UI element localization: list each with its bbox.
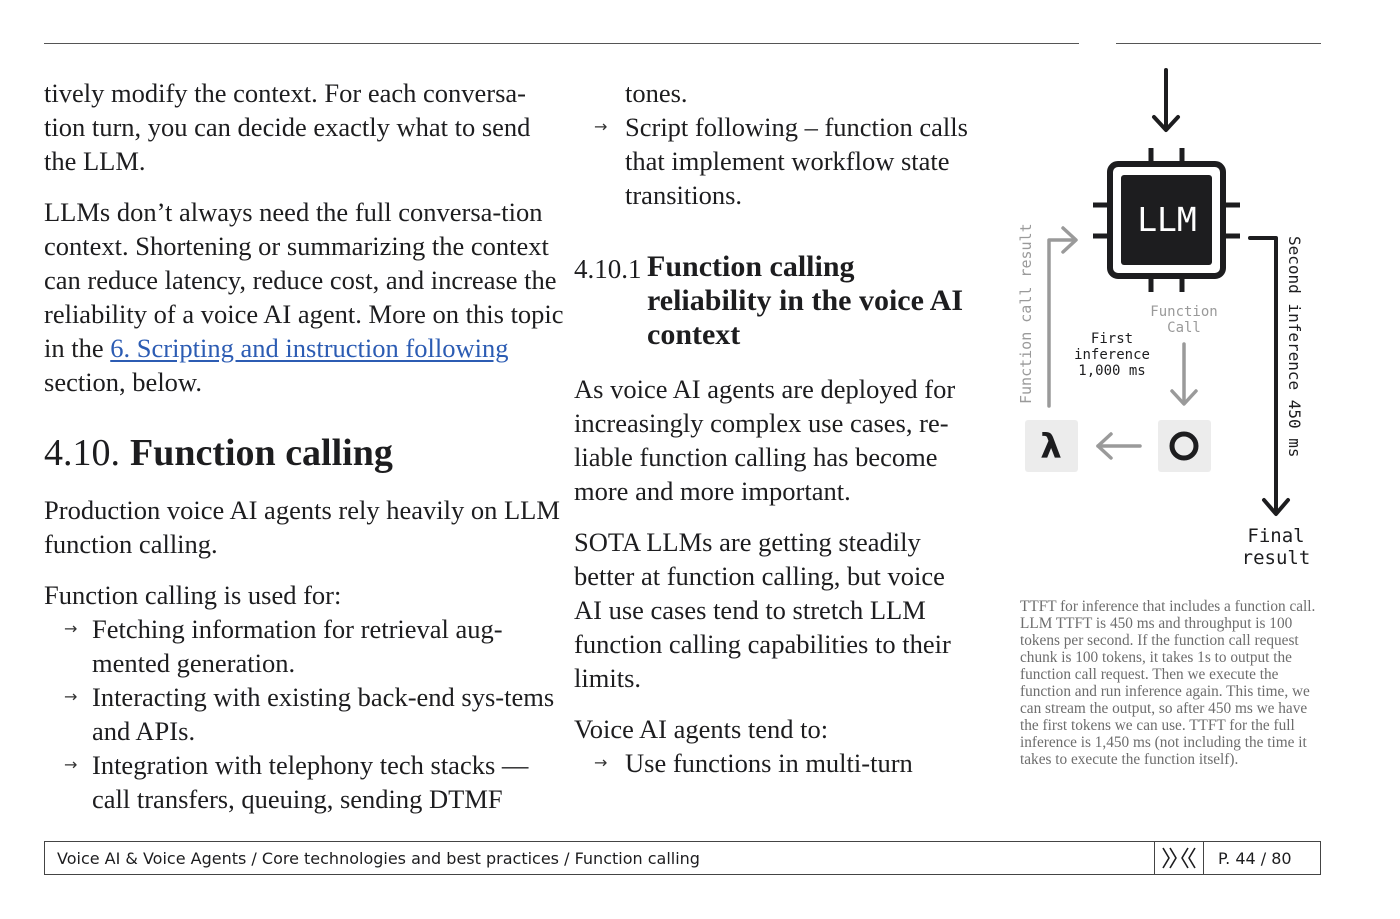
page-number: P. 44 / 80: [1218, 848, 1292, 868]
subsection-heading: [574, 250, 974, 352]
lambda-icon: λ: [1040, 427, 1062, 467]
section-number: 4.10.: [44, 432, 120, 474]
logo-chevrons-icon: [1161, 846, 1197, 870]
second-inference-arrow-icon: [1250, 238, 1288, 514]
subsection-title: Function calling reliability in the voice AI context: [647, 250, 964, 351]
list-item: [574, 110, 974, 212]
scripting-section-link[interactable]: 6. Scripting and instruction following: [110, 333, 509, 363]
section-heading-function-calling: [44, 431, 564, 475]
second-inference-label: Second inference 450 ms: [1285, 236, 1304, 458]
paragraph-production: Production voice AI agents rely heavily on LLM function calling.: [44, 495, 560, 559]
function-call-arrow-icon: [1172, 344, 1196, 404]
top-rule-left: [44, 43, 1079, 44]
arrow-bullet-icon: →: [594, 753, 608, 772]
paragraph-shortening-text: LLMs don’t always need the full conversa-tion context. Shortening or summarizing the context can reduce latency, reduce cost, and increase the reliability of a voice AI agent. More on this topic in the: [44, 197, 564, 363]
list-item-text: Use functions in multi-turn: [625, 748, 913, 778]
input-arrow-icon: [1154, 70, 1178, 130]
subsection-number: 4.10.1: [574, 254, 642, 284]
list-item-text: Fetching information for retrieval aug-mented generation.: [92, 614, 503, 678]
paragraph-shortening-tail: section, below.: [44, 367, 202, 397]
list-item: [574, 746, 974, 780]
function-call-label-line2: Call: [1167, 320, 1201, 336]
list-item: [44, 748, 564, 816]
arrow-bullet-icon: →: [64, 687, 78, 706]
paragraph-used-for: Function calling is used for:: [44, 580, 342, 610]
arrow-bullet-icon: →: [594, 117, 608, 136]
middle-column: [574, 76, 974, 797]
final-result-label-line2: result: [1241, 547, 1311, 569]
list-item: [44, 680, 564, 748]
breadcrumb: Voice AI & Voice Agents / Core technologies and best practices / Function calling: [57, 848, 700, 868]
publisher-logo: [1154, 842, 1204, 874]
first-inference-label-line3: 1,000 ms: [1078, 363, 1146, 379]
list-item-text: Integration with telephony tech stacks — call transfers, queuing, sending DTMF: [92, 750, 529, 814]
left-column: [44, 76, 564, 833]
paragraph-shortening: [44, 195, 564, 399]
arrow-bullet-icon: →: [64, 755, 78, 774]
llm-chip-label: LLM: [1137, 200, 1197, 239]
continued-list: [574, 76, 974, 212]
function-call-latency-diagram: [1010, 60, 1350, 580]
top-rule-right: [1116, 43, 1321, 44]
list-item-continued: [574, 76, 974, 110]
output-to-function-arrow-icon: [1098, 434, 1140, 458]
uses-list: [44, 612, 564, 816]
first-inference-label-line2: inference: [1074, 347, 1150, 363]
arrow-bullet-icon: →: [64, 619, 78, 638]
diagram-caption: TTFT for inference that includes a function call. LLM TTFT is 450 ms and throughput is 100 tokens per second. If the function call request chunk is 100 tokens, it takes 1s to output the function call request. Then we execute the function and run inference again. This time, we can stream the output, so after 450 ms we have the first tokens we can use. TTFT for the full inference is 1,450 ms (not including the time it takes to execute the function itself).: [1020, 598, 1316, 768]
list-item-text: Script following – function calls that implement workflow state transitions.: [625, 112, 968, 210]
function-call-result-label: Function call result: [1017, 223, 1035, 404]
final-result-label-line1: Final: [1247, 525, 1305, 547]
list-item: [44, 612, 564, 680]
list-item-text: tones.: [625, 78, 688, 108]
function-result-arrow-icon: [1049, 228, 1076, 406]
page-footer: [44, 841, 1321, 875]
paragraph-sota-llms: SOTA LLMs are getting steadily better at function calling, but voice AI use cases tend to stretch LLM function calling capabilities to their limits.: [574, 527, 951, 693]
first-inference-label-line1: First: [1090, 331, 1134, 347]
function-call-label-line1: Function: [1150, 304, 1218, 320]
paragraph-tend-to: Voice AI agents tend to:: [574, 714, 829, 744]
paragraph-context: tively modify the context. For each conversa-tion turn, you can decide exactly what to send the LLM.: [44, 78, 531, 176]
section-title: Function calling: [130, 432, 393, 474]
list-item-text: Interacting with existing back-end sys-tems and APIs.: [92, 682, 555, 746]
paragraph-complex-use-cases: As voice AI agents are deployed for increasingly complex use cases, re-liable function calling has become more and more important.: [574, 374, 956, 506]
tend-to-list: [574, 746, 974, 780]
output-tile: [1158, 420, 1211, 472]
